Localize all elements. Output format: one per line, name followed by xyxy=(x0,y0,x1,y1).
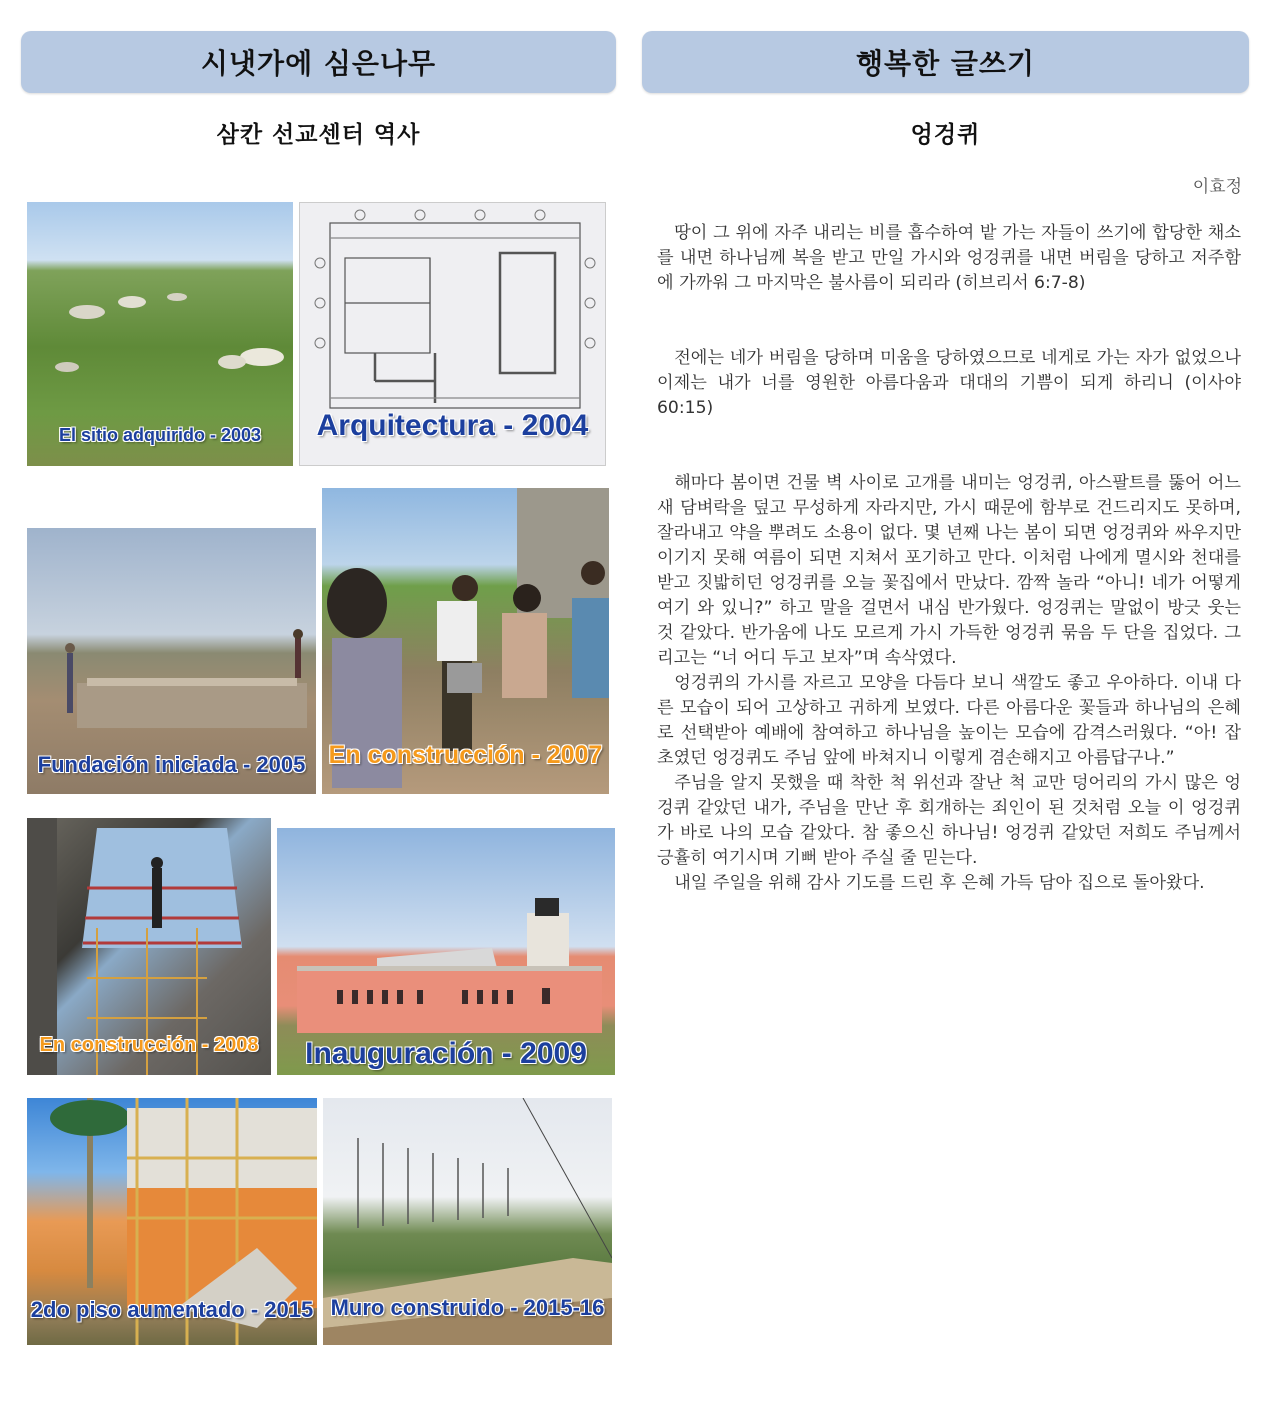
left-section-banner xyxy=(21,31,616,93)
photo-wall-built xyxy=(323,1098,612,1345)
photo-caption: Muro construido - 2015-16 xyxy=(330,1295,605,1320)
photo-site-acquired xyxy=(27,202,293,466)
photo-caption: Fundación iniciada - 2005 xyxy=(37,752,306,777)
photo-caption: En construcción - 2008 xyxy=(39,1034,259,1056)
left-banner-title: 시냇가에 심은나무 xyxy=(200,47,437,80)
photo-second-floor xyxy=(27,1098,317,1345)
photo-construction-2007 xyxy=(322,488,609,794)
photo-caption: Inauguración - 2009 xyxy=(305,1037,587,1070)
photo-foundation-started xyxy=(27,528,316,794)
right-section-banner xyxy=(642,31,1249,93)
article-author: 이효정 xyxy=(1192,177,1242,197)
photo-caption: 2do piso aumentado - 2015 xyxy=(30,1297,314,1322)
photo-construction-2008 xyxy=(27,818,271,1075)
left-section-subtitle: 삼칸 선교센터 역사 xyxy=(216,122,421,148)
photo-architecture-plan xyxy=(299,202,606,466)
photo-caption: Arquitectura - 2004 xyxy=(316,409,589,442)
scripture-quote-isaiah: 전에는 네가 버림을 당하며 미움을 당하였으므로 네게로 가는 자가 없었으나 이제는 내가 너를 영원한 아름다움과 대대의 기쁨이 되게 하리니 (이사야 60:15) xyxy=(657,348,1241,418)
article-title: 엉겅퀴 xyxy=(910,122,981,148)
article-paragraph: 주님을 알지 못했을 때 착한 척 위선과 잘난 척 교만 덩어리의 가시 많은 엉겅퀴 같았던 내가, 주님을 만난 후 회개하는 죄인이 된 것처럼 오늘 이 엉겅퀴가 바로 나의 모습 같았다. 참 좋으신 하나님! 엉겅퀴 같았던 저희도 주님께서 긍휼히 여기시며 기뻐 받아 주실 줄 믿는다. xyxy=(657,773,1241,868)
photo-caption: En construcción - 2007 xyxy=(328,741,603,769)
right-banner-title: 행복한 글쓰기 xyxy=(855,47,1036,80)
photo-inauguration xyxy=(277,828,615,1075)
photo-caption: El sitio adquirido - 2003 xyxy=(58,425,262,445)
article-paragraph: 엉겅퀴의 가시를 자르고 모양을 다듬다 보니 색깔도 좋고 우아하다. 이내 다른 모습이 되어 고상하고 귀하게 보였다. 다른 아름다운 꽃들과 하나님의 은혜로 선택받아 예배에 참여하고 하나님을 높이는 모습에 감격스러웠다. “아! 잡초였던 엉겅퀴도 주님 앞에 바쳐지니 이렇게 겸손해지고 아름답구나.” xyxy=(657,673,1241,768)
article-paragraph: 내일 주일을 위해 감사 기도를 드린 후 은혜 가득 담아 집으로 돌아왔다. xyxy=(674,873,1205,893)
scripture-quote-hebrews: 땅이 그 위에 자주 내리는 비를 흡수하여 밭 가는 자들이 쓰기에 합당한 채소를 내면 하나님께 복을 받고 만일 가시와 엉겅퀴를 내면 버림을 당하고 저주함에 가까워 그 마지막은 불사름이 되리라 (히브리서 6:7-8) xyxy=(657,223,1241,293)
article-paragraph: 해마다 봄이면 건물 벽 사이로 고개를 내미는 엉겅퀴, 아스팔트를 뚫어 어느새 담벼락을 덮고 무성하게 자라지만, 가시 때문에 함부로 건드리지도 못하며, 잘라내고 약을 뿌려도 소용이 없다. 몇 년째 나는 봄이 되면 엉겅퀴와 싸우지만 이기지 못해 여름이 되면 지쳐서 포기하고 만다. 이처럼 나에게 멸시와 천대를 받고 짓밟히던 엉겅퀴를 오늘 꽃집에서 만났다. 깜짝 놀라 “아니! 네가 어떻게 여기 와 있니?” 하고 말을 걸면서 내심 반가웠다. 엉겅퀴는 말없이 방긋 웃는 것 같았다. 반가움에 나도 모르게 가시 가득한 엉겅퀴 묶음 두 단을 집었다. 그리고는 “너 어디 두고 보자”며 속삭였다. xyxy=(657,473,1241,668)
article-body xyxy=(657,471,1241,896)
